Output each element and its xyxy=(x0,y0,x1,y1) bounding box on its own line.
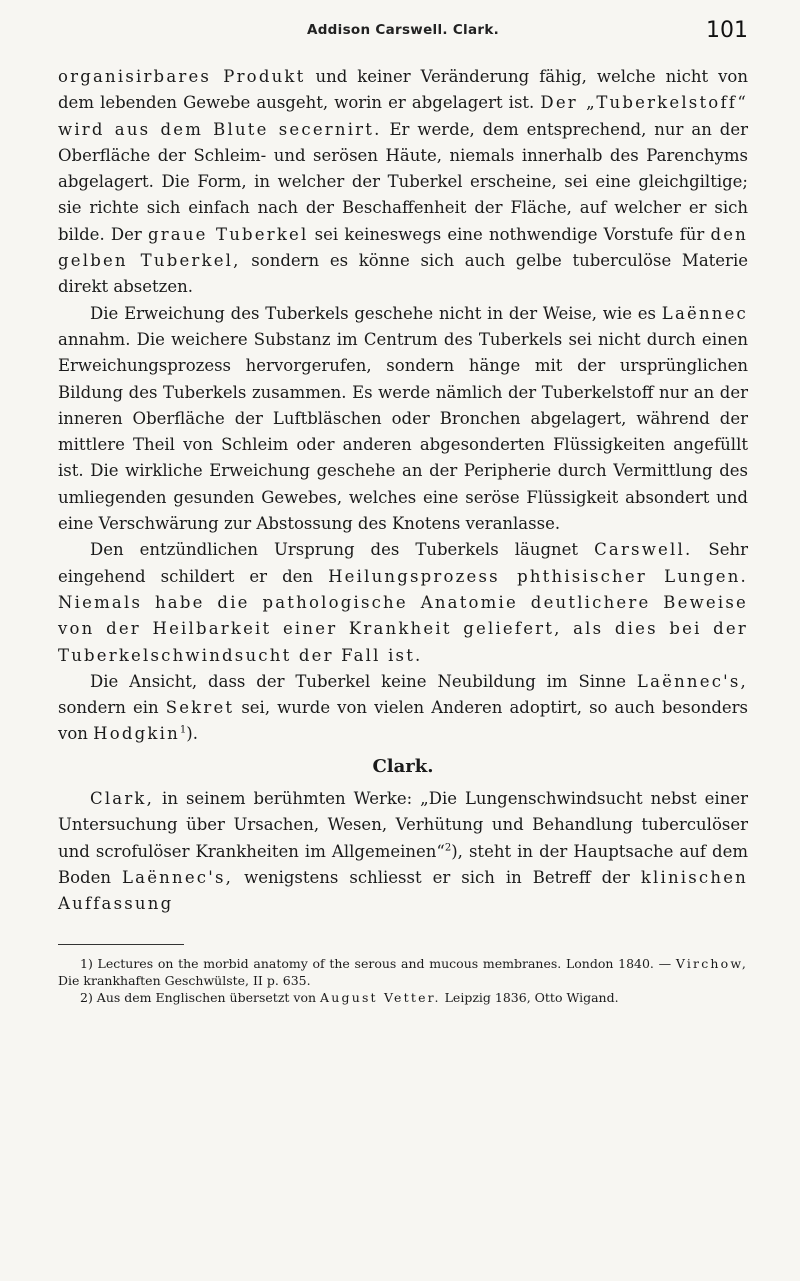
footnote-ref-1[interactable]: 1 xyxy=(179,724,187,736)
text-run: und keiner Veränderung fähig, welche nicht von dem lebenden Gewebe ausgeht, worin er abgelagert ist. xyxy=(58,67,748,113)
footnotes xyxy=(58,955,748,1006)
text-run: Den entzündlichen Ursprung des Tuberkels läugnet xyxy=(90,540,595,560)
spaced-text: klinischen Auffassung xyxy=(58,867,748,914)
text-run: Leipzig 1836, Otto Wigand. xyxy=(440,989,619,1005)
text-run: ), steht in der Hauptsache auf dem Boden xyxy=(58,841,748,887)
spaced-text: Laënnec xyxy=(661,303,748,323)
text-run: annahm. Die weichere Substanz im Centrum des Tuberkels sei nicht durch einen Erweichungsprozess hervorgerufen, sondern hänge mit der ursprünglichen Bildung des Tuberkels zusammen. Es werde nämlich der Tuberkelstoff nur an der inneren Oberfläche der Luftbläschen oder Bronchen abgelagert, während der mittlere Theil von Schleim oder anderen abgesonderten Flüssigkeiten angefüllt ist. Die wirkliche Erweichung geschehe an der Peripherie durch Vermittlung des umliegenden gesunden Gewebes, welches eine seröse Flüssigkeit absondert und eine Verschwärung zur Abstossung des Knotens veranlasse. xyxy=(58,329,748,534)
paragraph-2 xyxy=(58,301,748,538)
text-run: Die Erweichung des Tuberkels geschehe nicht in der Weise, wie es xyxy=(90,303,662,323)
book-page xyxy=(58,20,748,1006)
text-run: sei, wurde von vielen Anderen adoptirt, so auch besonders von xyxy=(58,698,748,744)
spaced-text: den gelben Tuberkel, xyxy=(58,224,748,271)
page-number: 101 xyxy=(706,18,748,43)
text-run: sondern es könne sich auch gelbe tuberculöse Materie direkt absetzen. xyxy=(58,251,748,297)
paragraph-4 xyxy=(58,669,748,748)
body-text xyxy=(58,64,748,918)
spaced-text: Sekret xyxy=(165,698,235,718)
section-heading: Clark. xyxy=(372,755,434,777)
spaced-text: Heilungsprozess phthisischer Lungen. Niemals habe die pathologische Anatomie deutlichere Beweise von der Heilbarkeit einer Krankheit geliefert, als dies bei der Tuberkelschwindsucht der Fall ist. xyxy=(58,566,748,665)
page-header xyxy=(58,20,748,50)
text-run: Die krankhaften Geschwülste, II p. 635. xyxy=(58,972,311,988)
spaced-text: Der „Tuberkelstoff“ wird aus dem Blute secernirt. xyxy=(58,93,748,139)
footnote-2 xyxy=(58,989,748,1006)
spaced-text: August Vetter. xyxy=(320,989,441,1005)
text-run: Sehr eingehend schildert er den xyxy=(58,540,749,586)
spaced-text: organisirbares Produkt xyxy=(58,67,306,86)
paragraph-3 xyxy=(58,537,748,668)
text-run: ). xyxy=(186,724,198,744)
footnote-ref-2[interactable]: 2 xyxy=(444,842,452,854)
spaced-text: Clark, xyxy=(90,789,155,809)
spaced-text: graue Tuberkel xyxy=(147,224,309,244)
text-run: in seinem berühmten Werke: „Die Lungenschwindsucht nebst einer Untersuchung über Ursachen, Wesen, Verhütung und Behandlung tuberculöser und scrofulöser Krankheiten im Allgemeinen“ xyxy=(58,789,748,861)
spaced-text: Hodgkin xyxy=(93,724,180,744)
text-run: 2) Aus dem Englischen übersetzt von xyxy=(80,989,321,1005)
spaced-text: Laënnec's, xyxy=(636,671,748,691)
text-run: sei keineswegs eine nothwendige Vorstufe für xyxy=(308,224,711,244)
spaced-text: Laënnec's, xyxy=(122,867,234,887)
footnote-1 xyxy=(58,955,748,989)
text-run: Die Ansicht, dass der Tuberkel keine Neubildung im Sinne xyxy=(90,671,637,691)
text-run: wenigstens schliesst er sich in Betreff der xyxy=(233,867,641,887)
spaced-text: Virchow, xyxy=(675,955,748,971)
footnote-divider xyxy=(58,944,184,945)
text-run: Er werde, dem entsprechend, nur an der Oberfläche der Schleim- und serösen Häute, niemals innerhalb des Parenchyms abgelagert. Die Form, in welcher der Tuberkel erscheine, sei eine gleichgiltige; sie richte sich einfach nach der Beschaffenheit der Fläche, auf welcher er sich bilde. Der xyxy=(58,119,748,244)
text-run: sondern ein xyxy=(58,698,166,718)
text-run: 1) Lectures on the morbid anatomy of the serous and mucous membranes. London 1840. — xyxy=(80,955,676,971)
paragraph-5 xyxy=(58,786,748,917)
running-head: Addison Carswell. Clark. xyxy=(306,22,500,38)
spaced-text: Carswell. xyxy=(594,540,693,560)
paragraph-1 xyxy=(58,64,748,301)
